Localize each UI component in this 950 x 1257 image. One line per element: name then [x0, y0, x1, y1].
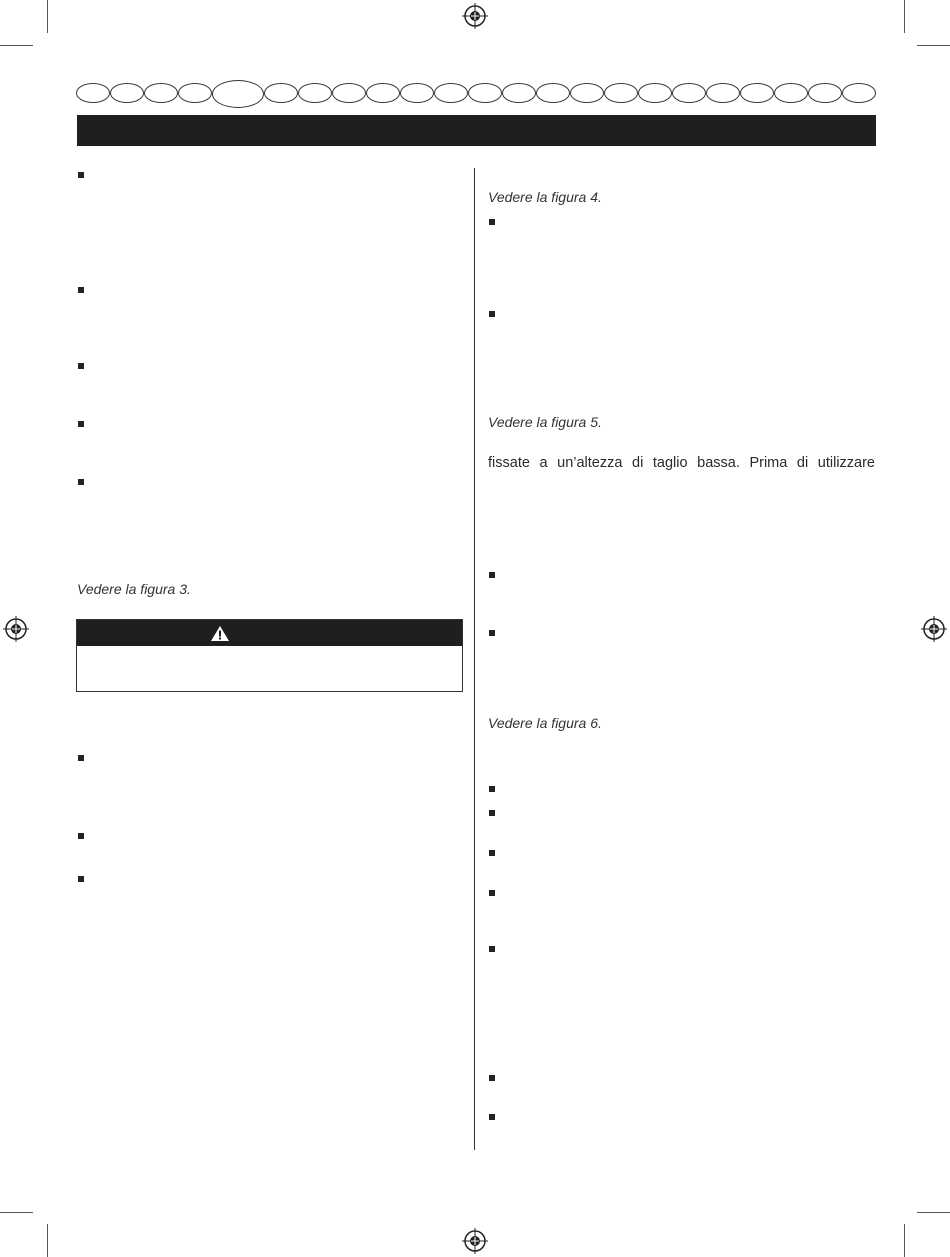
- registration-mark-icon: [3, 616, 29, 642]
- square-bullet-icon: [489, 219, 495, 225]
- square-bullet-icon: [78, 363, 84, 369]
- square-bullet-icon: [489, 946, 495, 952]
- language-tab[interactable]: [672, 83, 706, 103]
- registration-mark-icon: [462, 3, 488, 29]
- square-bullet-icon: [78, 172, 84, 178]
- square-bullet-icon: [489, 890, 495, 896]
- crop-mark-top-right-horizontal: [917, 45, 950, 46]
- square-bullet-icon: [489, 630, 495, 636]
- square-bullet-icon: [78, 421, 84, 427]
- section-title-bar: [77, 115, 876, 146]
- language-tab[interactable]: [536, 83, 570, 103]
- figure-reference: Vedere la figura 6.: [488, 715, 602, 731]
- registration-mark-icon: [921, 616, 947, 642]
- language-tab[interactable]: [76, 83, 110, 103]
- language-tab[interactable]: [332, 83, 366, 103]
- language-tab[interactable]: [110, 83, 144, 103]
- language-tab[interactable]: [502, 83, 536, 103]
- language-tab-active[interactable]: [212, 80, 264, 108]
- crop-mark-bottom-left-vertical: [47, 1224, 48, 1257]
- language-tab[interactable]: [298, 83, 332, 103]
- square-bullet-icon: [489, 850, 495, 856]
- language-tab[interactable]: [740, 83, 774, 103]
- square-bullet-icon: [489, 810, 495, 816]
- column-divider: [474, 168, 475, 1150]
- square-bullet-icon: [489, 572, 495, 578]
- crop-mark-bottom-left-horizontal: [0, 1212, 33, 1213]
- language-tab[interactable]: [774, 83, 808, 103]
- language-tab[interactable]: [842, 83, 876, 103]
- square-bullet-icon: [489, 1114, 495, 1120]
- square-bullet-icon: [489, 1075, 495, 1081]
- language-tab[interactable]: [144, 83, 178, 103]
- language-tab[interactable]: [434, 83, 468, 103]
- figure-reference: Vedere la figura 3.: [77, 581, 191, 597]
- language-tab[interactable]: [400, 83, 434, 103]
- warning-triangle-icon: [210, 625, 230, 642]
- language-tab[interactable]: [638, 83, 672, 103]
- paragraph-text: fissate a un’altezza di taglio bassa. Prima di utilizzare: [488, 455, 875, 471]
- language-tab[interactable]: [604, 83, 638, 103]
- square-bullet-icon: [78, 287, 84, 293]
- crop-mark-bottom-right-horizontal: [917, 1212, 950, 1213]
- language-tab[interactable]: [264, 83, 298, 103]
- figure-reference: Vedere la figura 5.: [488, 414, 602, 430]
- crop-mark-top-right-vertical: [904, 0, 905, 33]
- square-bullet-icon: [78, 876, 84, 882]
- warning-box: [76, 619, 463, 692]
- crop-mark-bottom-right-vertical: [904, 1224, 905, 1257]
- crop-mark-top-left-horizontal: [0, 45, 33, 46]
- crop-mark-top-left-vertical: [47, 0, 48, 33]
- square-bullet-icon: [78, 479, 84, 485]
- square-bullet-icon: [489, 786, 495, 792]
- registration-mark-icon: [462, 1228, 488, 1254]
- warning-header: [77, 620, 462, 646]
- square-bullet-icon: [489, 311, 495, 317]
- language-tab[interactable]: [366, 83, 400, 103]
- language-tab[interactable]: [706, 83, 740, 103]
- language-tab[interactable]: [468, 83, 502, 103]
- square-bullet-icon: [78, 833, 84, 839]
- language-tab[interactable]: [808, 83, 842, 103]
- language-tab[interactable]: [178, 83, 212, 103]
- figure-reference: Vedere la figura 4.: [488, 189, 602, 205]
- language-tab[interactable]: [570, 83, 604, 103]
- square-bullet-icon: [78, 755, 84, 761]
